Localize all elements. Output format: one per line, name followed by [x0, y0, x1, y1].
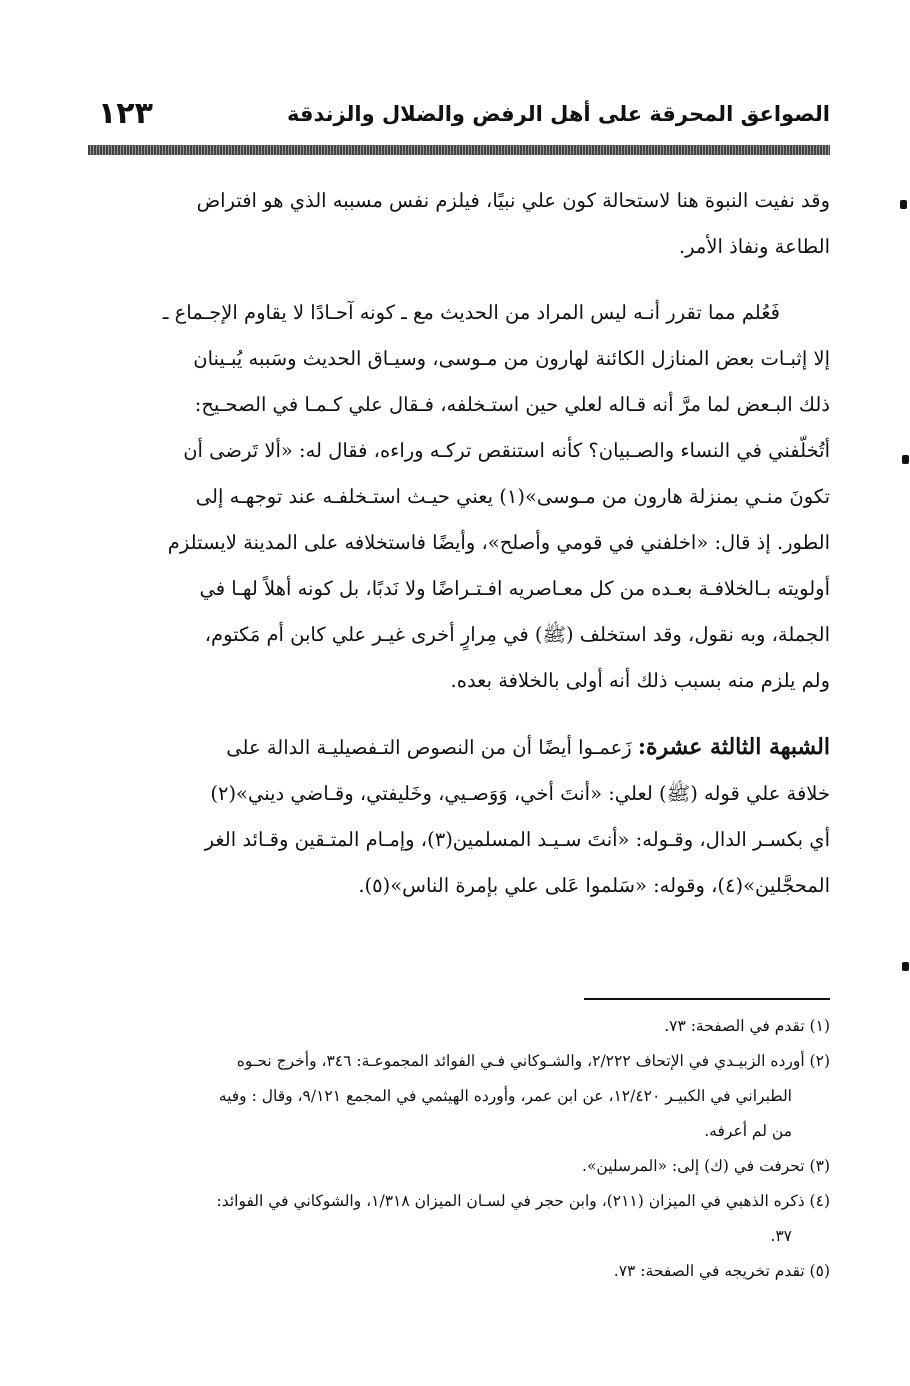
text-line: ولم يلزم منه بسبب ذلك أنه أولى بالخلافة بعده. — [450, 669, 830, 692]
text-line: أولويته بـالخلافـة بعـده من كل معـاصريه افـتـراضًا ولا نَدبًا، بل كونه أهلاً لهـا في — [199, 577, 830, 600]
footnote-separator — [584, 998, 830, 1000]
footnote-2-continuation: الطبراني في الكبيـر ١٢/٤٢٠، عن ابن عمر، وأورده الهيثمي في المجمع ٩/١٢١، وقال : وفيه — [218, 1087, 792, 1105]
text-line: الجملة، وبه نقول، وقد استخلف (ﷺ) في مِرارٍ أخرى غيـر علي كابن أم مَكتوم، — [204, 623, 830, 646]
footnote-4-continuation: ٣٧. — [770, 1227, 792, 1245]
text-line: الطور. إذ قال: «اخلفني في قومي وأصلح»، وأيضًا فاستخلافه على المدينة لايستلزم — [167, 531, 830, 554]
text-line: أتُخلّفني في النساء والصـبيان؟ كأنه استنقص تركـه وراءه، فقال له: «ألا تَرضى أن — [183, 439, 830, 462]
text-span: زَعمـوا أيضًا أن من النصوص التـفصيليـة الدالة على — [226, 736, 638, 759]
footnote-3: (٣) تحرفت في (ك) إلى: «المرسلين». — [582, 1157, 830, 1175]
text-line: ذلك البـعض لما مرَّ أنه قـاله لعلي حين استـخلفه، فـقال علي كـمـا في الصحـيح: — [194, 393, 830, 416]
margin-mark — [902, 455, 909, 464]
running-title: الصواعق المحرقة على أهل الرفض والضلال والزندقة — [286, 102, 830, 126]
text-line: وقد نفيت النبوة هنا لاستحالة كون علي نبيًا، فيلزم نفس مسببه الذي هو افتراض — [196, 189, 830, 212]
page-header — [88, 96, 830, 138]
paragraph-gap — [92, 270, 830, 290]
section-heading: الشبهة الثالثة عشرة: — [637, 734, 830, 760]
text-line: الطاعة ونفاذ الأمر. — [678, 235, 830, 258]
footnote-2-continuation: من لم أعرفه. — [704, 1122, 792, 1140]
margin-mark — [900, 200, 907, 209]
text-line: المحجَّلين»(٤)، وقوله: «سَلموا عَلى علي بإمرة الناس»(٥). — [358, 874, 830, 897]
footnote-2: (٢) أورده الزبيـدي في الإتحاف ٢/٢٢٢، والشـوكاني فـي الفوائد المجموعـة: ٣٤٦، وأخرج نحـوه — [236, 1052, 830, 1070]
paragraph-gap — [92, 704, 830, 724]
text-line: خلافة علي قوله (ﷺ) لعلي: «أنتَ أخي، وَوَصـيي، وخَليفتي، وقـاضي ديني»(٢) — [210, 782, 830, 805]
text-line: فَعُلم مما تقرر أنـه ليس المراد من الحديث مع ـ كونه آحـادًا لا يقاوم الإجـماع ـ — [162, 301, 780, 324]
main-text — [92, 178, 830, 909]
text-line: أي بكسـر الدال، وقـوله: «أنتَ سـيـد المسلمين(٣)، وإمـام المتـقين وقـائد الغر — [204, 828, 830, 851]
footnote-4: (٤) ذكره الذهبي في الميزان (٢١١)، وابن حجر في لسـان الميزان ١/٣١٨، والشوكاني في الفوائد: — [216, 1192, 830, 1210]
text-line — [92, 724, 830, 771]
footnote-5: (٥) تقدم تخريجه في الصفحة: ٧٣. — [613, 1262, 830, 1280]
footnote-1: (١) تقدم في الصفحة: ٧٣. — [664, 1017, 830, 1035]
footnotes — [92, 1010, 830, 1290]
margin-mark — [902, 962, 909, 971]
page-number: ١٢٣ — [98, 96, 153, 131]
text-line: تكونَ منـي بمنزلة هارون من مـوسى»(١) يعني حيـث استـخلفـه عند توجهـه إلى — [195, 485, 830, 508]
text-line: إلا إثبـات بعض المنازل الكائنة لهارون من مـوسى، وسيـاق الحديث وسَببه يُبـينان — [193, 347, 830, 370]
header-rule — [88, 145, 830, 155]
